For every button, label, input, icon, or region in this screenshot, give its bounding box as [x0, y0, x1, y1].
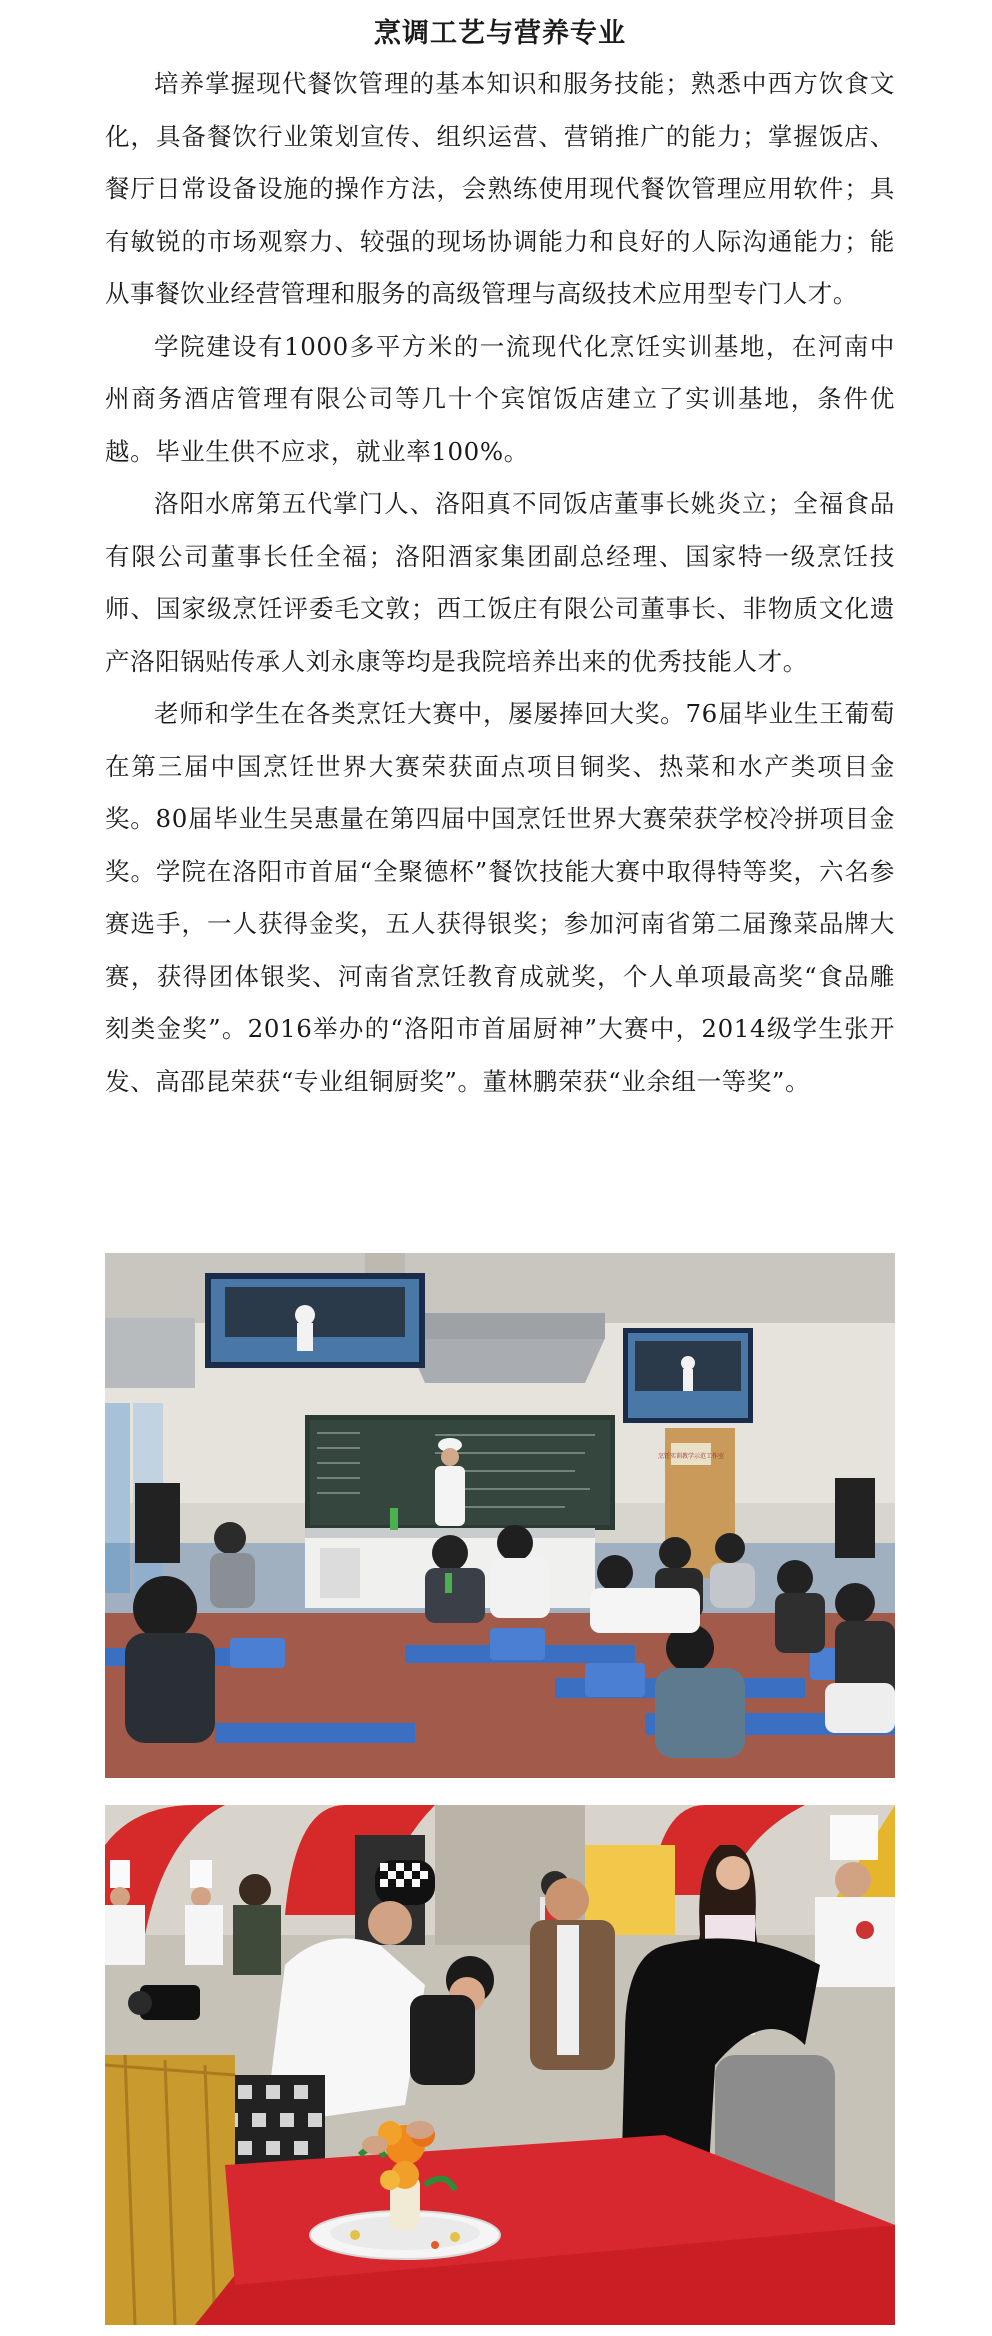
article-body [105, 58, 895, 1108]
paragraph-training-goals: 培养掌握现代餐饮管理的基本知识和服务技能；熟悉中西方饮食文化，具备餐饮行业策划宣传、组织运营、营销推广的能力；掌握饭店、餐厅日常设备设施的操作方法，会熟练使用现代餐饮管理应用软件；具有敏锐的市场观察力、较强的现场协调能力和良好的人际沟通能力；能从事餐饮业经营管理和服务的高级管理与高级技术应用型专门人才。 [105, 69, 895, 308]
carving-photo-illustration [105, 1805, 895, 2325]
svg-text:烹饪实训教学示范工作室: 烹饪实训教学示范工作室 [657, 1454, 725, 1460]
classroom-photo [105, 1253, 895, 1778]
paragraph-awards: 老师和学生在各类烹饪大赛中，屡屡捧回大奖。76届毕业生王葡萄在第三届中国烹饪世界大赛荣获面点项目铜奖、热菜和水产类项目金奖。80届毕业生吴惠量在第四届中国烹饪世界大赛荣获学校冷拼项目金奖。学院在洛阳市首届“全聚德杯”餐饮技能大赛中取得特等奖，六名参赛选手，一人获得金奖，五人获得银奖；参加河南省第二届豫菜品牌大赛，获得团体银奖、河南省烹饪教育成就奖，个人单项最高奖“食品雕刻类金奖”。2016举办的“洛阳市首届厨神”大赛中，2014级学生张开发、高邵昆荣获“专业组铜厨奖”。董林鹏荣获“业余组一等奖”。 [105, 699, 895, 1096]
page-title: 烹调工艺与营养专业 [374, 18, 626, 49]
paragraph-training-base: 学院建设有1000多平方米的一流现代化烹饪实训基地，在河南中州商务酒店管理有限公司等几十个宾馆饭店建立了实训基地，条件优越。毕业生供不应求，就业率100%。 [105, 331, 895, 466]
classroom-photo-illustration [105, 1253, 895, 1778]
paragraph-alumni: 洛阳水席第五代掌门人、洛阳真不同饭店董事长姚炎立；全福食品有限公司董事长任全福；洛阳酒家集团副总经理、国家特一级烹饪技师、国家级烹饪评委毛文敦；西工饭庄有限公司董事长、非物质文化遗产洛阳锅贴传承人刘永康等均是我院培养出来的优秀技能人才。 [105, 489, 895, 676]
carving-competition-photo [105, 1805, 895, 2325]
